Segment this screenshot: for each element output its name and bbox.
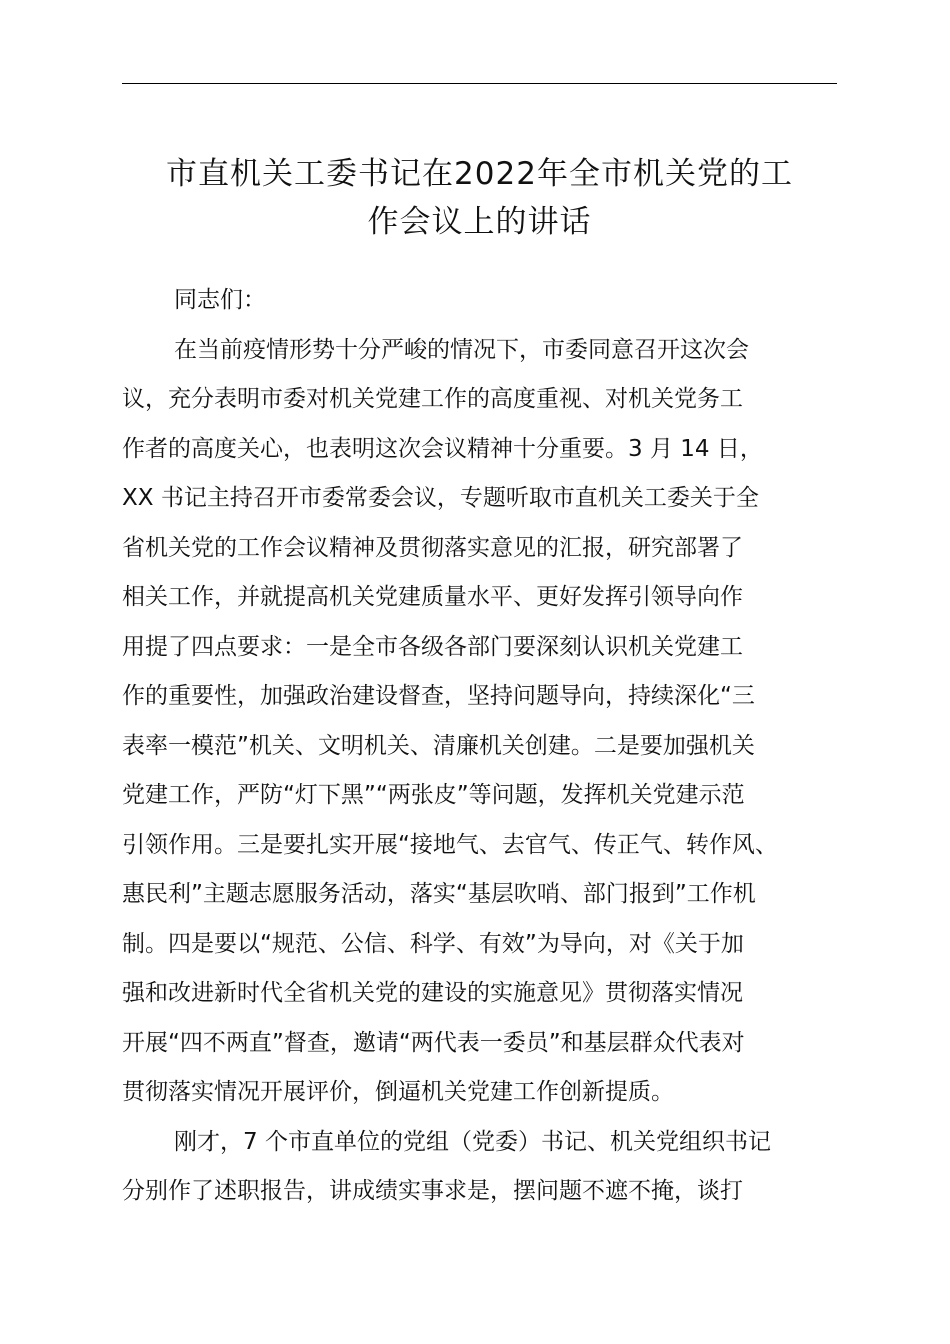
- document-title: [122, 150, 837, 246]
- paragraph-1-line: 开展“四不两直”督查，邀请“两代表一委员”和基层群众代表对: [122, 1029, 745, 1056]
- salutation: 同志们：: [174, 287, 266, 313]
- title-line-2: 作会议上的讲话: [367, 204, 592, 240]
- paragraph-2-line: 刚才，7 个市直单位的党组（党委）书记、机关党组织书记: [174, 1128, 771, 1155]
- paragraph-1-line: XX 书记主持召开市委常委会议，专题听取市直机关工委关于全: [122, 485, 759, 511]
- paragraph-2: [122, 1118, 837, 1217]
- document-body: [122, 276, 837, 1217]
- paragraph-1-line: 惠民利”主题志愿服务活动，落实“基层吹哨、部门报到”工作机: [122, 881, 756, 907]
- paragraph-1-line: 强和改进新时代全省机关党的建设的实施意见》贯彻落实情况: [122, 980, 743, 1006]
- paragraph-1-line: 贯彻落实情况开展评价，倒逼机关党建工作创新提质。: [122, 1079, 674, 1105]
- paragraph-1-line: 省机关党的工作会议精神及贯彻落实意见的汇报，研究部署了: [122, 534, 743, 561]
- paragraph-1: [122, 326, 837, 1118]
- paragraph-1-line: 用提了四点要求：一是全市各级各部门要深刻认识机关党建工: [122, 633, 743, 660]
- header-rule: [122, 83, 837, 84]
- paragraph-2-line: 分别作了述职报告，讲成绩实事求是，摆问题不遮不掩，谈打: [122, 1178, 743, 1204]
- paragraph-1-line: 议，充分表明市委对机关党建工作的高度重视、对机关党务工: [122, 386, 743, 412]
- paragraph-1-line: 在当前疫情形势十分严峻的情况下，市委同意召开这次会: [174, 336, 749, 363]
- paragraph-1-line: 作者的高度关心，也表明这次会议精神十分重要。3 月 14 日，: [122, 435, 763, 462]
- paragraph-1-line: 引领作用。三是要扎实开展“接地气、去官气、传正气、转作风、: [122, 831, 778, 858]
- title-line-1: 市直机关工委书记在2022年全市机关党的工: [166, 156, 793, 192]
- paragraph-1-line: 制。四是要以“规范、公信、科学、有效”为导向，对《关于加: [122, 930, 744, 957]
- paragraph-1-line: 表率一模范”机关、文明机关、清廉机关创建。二是要加强机关: [122, 732, 755, 759]
- paragraph-1-line: 党建工作，严防“灯下黑”“两张皮”等问题，发挥机关党建示范: [122, 782, 745, 808]
- paragraph-1-line: 作的重要性，加强政治建设督查，坚持问题导向，持续深化“三: [122, 683, 755, 709]
- paragraph-1-line: 相关工作，并就提高机关党建质量水平、更好发挥引领导向作: [122, 584, 743, 610]
